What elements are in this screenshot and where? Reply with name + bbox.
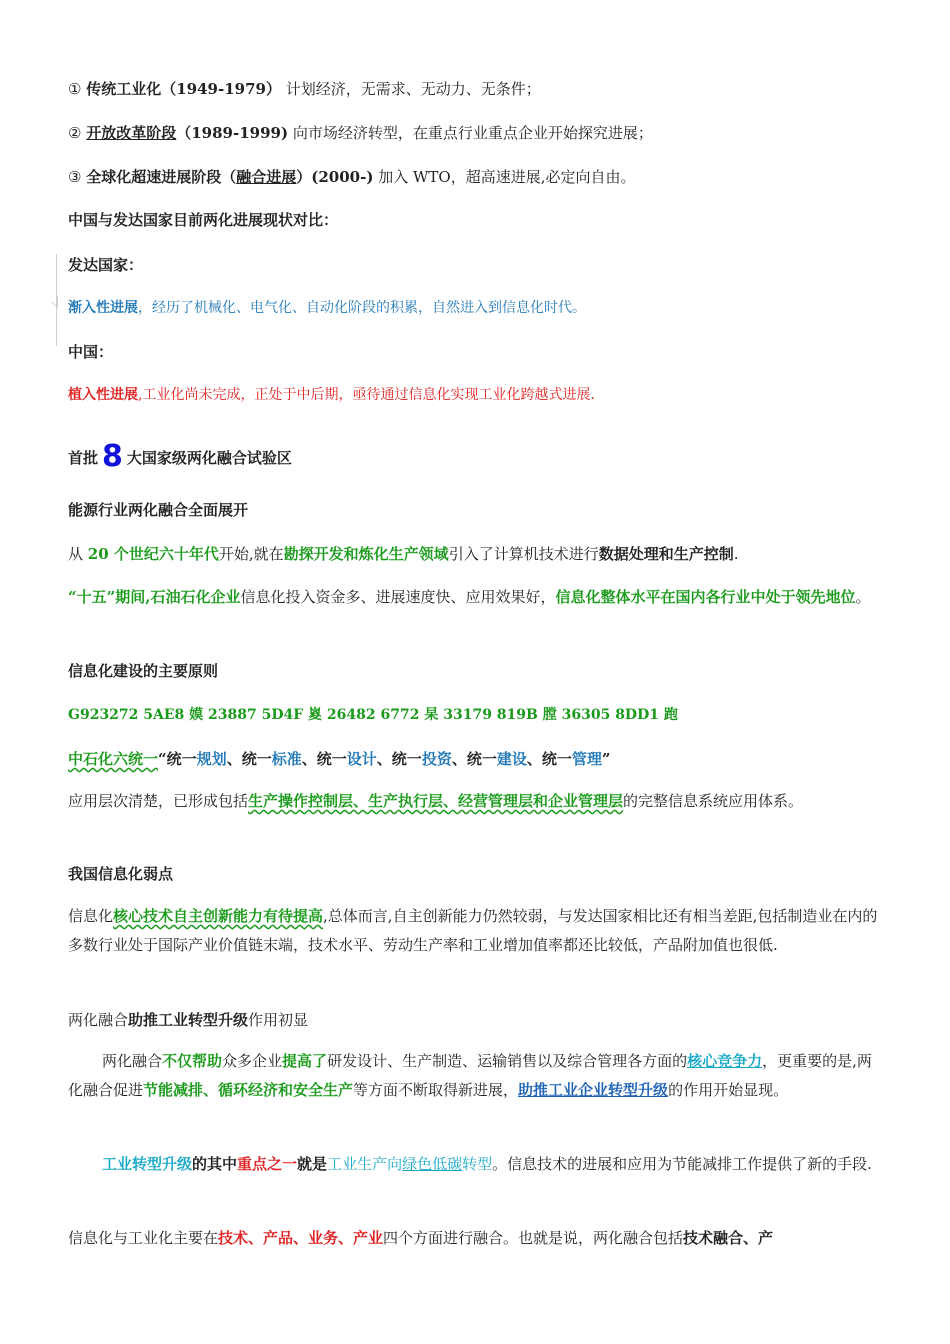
energy-p1	[68, 543, 739, 565]
stage-2-number: ②	[68, 124, 82, 142]
stage-1-line	[68, 78, 541, 100]
role-p3-a: 信息化与工业化主要在	[68, 1229, 219, 1247]
role-p2-g: 转型	[462, 1155, 493, 1173]
unify-6-b: 管理	[571, 750, 602, 768]
sep-1: 、	[226, 750, 242, 768]
principles-heading: 信息化建设的主要原则	[68, 662, 219, 680]
energy-p1-e: 引入了计算机技术进行	[448, 545, 599, 563]
sep-2: 、	[301, 750, 317, 768]
role-p3-d: 技术融合、产	[683, 1229, 774, 1247]
role-p1-b: 不仅帮助	[162, 1052, 223, 1070]
layers-c: 的完整信息系统应用体系。	[623, 792, 804, 810]
unify-1-b: 规划	[196, 750, 227, 768]
weakness-c: ,总体而言,自主创新能力仍然较弱，与发达国家相比还有相当差距,包括制造业在内的多数行业处于国际产业价值链末端，技术水平、劳动生产率和工业增加值率都还比较低，产品附加值也很低.	[68, 907, 878, 954]
stage-3-title-c: ）(2000-)	[296, 168, 374, 186]
energy-p2-leading: 信息化整体水平在国内各行业中处于领先地位	[555, 588, 856, 606]
role-p1-j: 助推工业企业转型升级	[518, 1081, 669, 1099]
energy-p1-fields: 勘探开发和炼化生产领域	[283, 545, 449, 563]
role-p1-c: 众多企业	[222, 1052, 283, 1070]
energy-heading: 能源行业两化融合全面展开	[68, 501, 249, 519]
pilot-zones-number: 8	[102, 439, 123, 474]
sep-4: 、	[451, 750, 467, 768]
role-p2-f: 绿色低碳	[402, 1155, 463, 1173]
developed-text: ，经历了机械化、电气化、自动化阶段的积累，自然进入到信息化时代。	[138, 300, 586, 316]
unify-5-b: 建设	[496, 750, 527, 768]
role-paragraph-3	[68, 1224, 886, 1253]
weakness-core-tech: 核心技术自主创新能力有待提高	[113, 907, 324, 925]
stage-2-title: 开放改革阶段	[86, 124, 177, 142]
layers-b: 生产操作控制层、生产执行层、经营管理层和企业管理层	[248, 792, 624, 810]
role-p2-a: 工业转型升级	[102, 1155, 193, 1173]
sep-3: 、	[376, 750, 392, 768]
role-p2-d: 就是	[297, 1155, 328, 1173]
stage-3-line	[68, 166, 635, 188]
role-p2-h: 。信息技术的进展和应用为节能减排工作提供了新的手段.	[492, 1155, 872, 1173]
role-p1-k: 的作用开始显现。	[668, 1081, 789, 1099]
energy-p2-end: 。	[855, 588, 871, 606]
role-p2-b: 的其中	[192, 1155, 238, 1173]
layers-a: 应用层次清楚，已形成包括	[68, 792, 249, 810]
six-unify-line	[68, 748, 611, 770]
unify-4-b: 投资	[421, 750, 452, 768]
pilot-zones-post: 大国家级两化融合试验区	[126, 449, 292, 467]
role-p2-e: 工业生产向	[327, 1155, 403, 1173]
role-heading-b: 助推工业转型升级	[128, 1011, 249, 1029]
stage-2-line	[68, 122, 653, 144]
stage-1-desc: 计划经济，无需求、无动力、无条件；	[285, 80, 541, 98]
energy-p2	[68, 583, 886, 612]
stage-3-title-b: 融合进展	[236, 168, 297, 186]
pilot-zones-pre: 首批	[68, 449, 99, 467]
weakness-paragraph	[68, 902, 886, 960]
energy-p1-end: .	[733, 545, 739, 563]
stage-2-years: （1989-1999)	[176, 124, 289, 142]
role-p1-core: 核心竞争力	[687, 1052, 763, 1070]
developed-label: 发达国家：	[68, 256, 144, 274]
role-heading-c: 作用初显	[248, 1011, 309, 1029]
role-p1-e: 研发设计、生产制造、运输销售以及综合管理各方面的	[327, 1052, 688, 1070]
unify-3-b: 设计	[346, 750, 377, 768]
role-p1-d: 提高了	[282, 1052, 328, 1070]
role-p2-c: 重点之一	[237, 1155, 298, 1173]
stage-3-number: ③	[68, 168, 82, 186]
role-p3-b: 技术、产品、业务、产业	[218, 1229, 384, 1247]
stage-3-title-a: 全球化超速进展阶段（	[86, 168, 237, 186]
role-paragraph-1	[68, 1047, 886, 1105]
stage-2-desc: 向市场经济转型，在重点行业重点企业开始探究进展；	[288, 124, 653, 142]
energy-p1-era: 20 个世纪六十年代	[87, 545, 219, 563]
sep-5: 、	[526, 750, 542, 768]
role-p1-g: ，更重要的是,两化融合促进	[68, 1052, 872, 1099]
energy-p2-b: 信息化投入资金多、进展速度快、应用效果好，	[240, 588, 556, 606]
unify-4-a: 统一	[391, 750, 422, 768]
unify-3-a: 统一	[316, 750, 347, 768]
weakness-heading: 我国信息化弱点	[68, 865, 174, 883]
developed-line	[68, 297, 586, 319]
six-unify-lead: 中石化六统一	[68, 750, 159, 768]
energy-p1-c: 开始,就在	[218, 545, 284, 563]
unify-2-a: 统一	[241, 750, 272, 768]
role-p1-a: 两化融合	[102, 1052, 163, 1070]
stage-1-title: 传统工业化（1949-1979）	[86, 80, 281, 98]
role-p1-h: 节能减排、循环经济和安全生产	[143, 1081, 354, 1099]
energy-p1-a: 从	[68, 545, 88, 563]
unify-1-a: 统一	[166, 750, 197, 768]
unify-2-b: 标准	[271, 750, 302, 768]
china-text: ,工业化尚未完成，正处于中后期，亟待通过信息化实现工业化跨越式进展.	[138, 387, 595, 403]
pilot-zones-heading	[68, 440, 292, 475]
role-p1-i: 等方面不断取得新进展，	[353, 1081, 519, 1099]
stage-3-desc: 加入 WTO，超高速进展,必定向自由。	[378, 168, 636, 186]
energy-p2-period: “十五”期间,石油石化企业	[68, 588, 241, 606]
china-key: 植入性进展	[68, 387, 138, 403]
weakness-a: 信息化	[68, 907, 114, 925]
stage-1-number: ①	[68, 80, 82, 98]
unify-5-a: 统一	[466, 750, 497, 768]
layers-paragraph	[68, 787, 886, 816]
role-heading-a: 两化融合	[68, 1011, 129, 1029]
comparison-heading: 中国与发达国家目前两化进展现状对比：	[68, 211, 339, 229]
china-label: 中国：	[68, 343, 114, 361]
role-paragraph-2	[68, 1150, 886, 1179]
china-line	[68, 384, 595, 406]
developed-key: 渐入性进展	[68, 300, 138, 316]
garbled-codes-line: G923272 5AE8 嫫 23887 5D4F 嵏 26482 6772 杲 33179 819B 膛 36305 8DD1 跑	[68, 707, 678, 723]
quote-open: “	[158, 750, 167, 768]
role-heading	[68, 1009, 308, 1031]
comparison-bracket	[56, 254, 67, 346]
role-p3-c: 四个方面进行融合。也就是说，两化融合包括	[383, 1229, 684, 1247]
energy-p1-control: 数据处理和生产控制	[598, 545, 734, 563]
quote-close: ”	[601, 750, 611, 768]
unify-6-a: 统一	[541, 750, 572, 768]
